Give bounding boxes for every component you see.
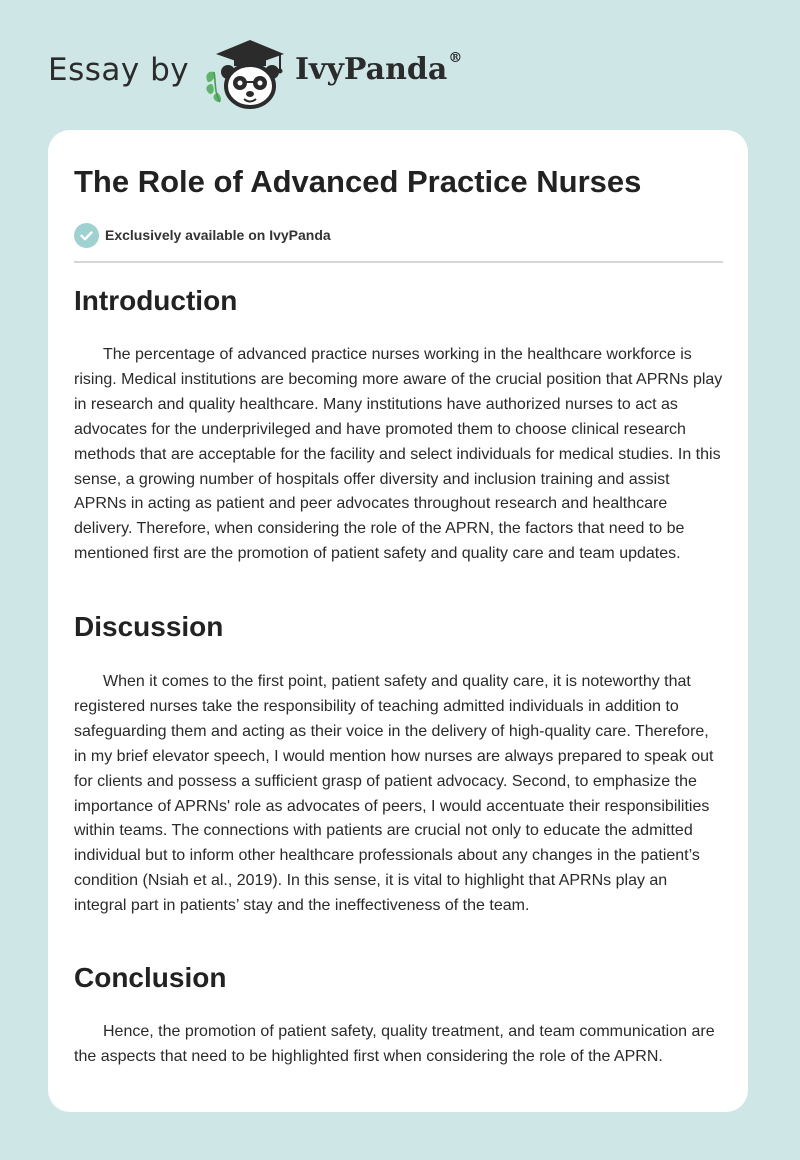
paragraph-discussion: When it comes to the first point, patient safety and quality care, it is noteworthy that registered nurses take the responsibility of teaching admitted individuals in addition to safeguarding them and acting as their voice in the delivery of high-quality care. Therefore, in my brief elevator speech, I would mention how nurses are always prepared to speak out for clients and possess a sufficient grasp of patient advocacy. Second, to emphasize the importance of APRNs' role as advocates of peers, I would accentuate their responsibilities within teams. The connections with patients are crucial not only to educate the admitted individual but to inform other healthcare professionals about any changes in the patient’s condition (Nsiah et al., 2019). In this sense, it is vital to highlight that APRNs play an integral part in patients’ stay and the ineffectiveness of the team. — [74, 673, 714, 915]
exclusive-badge — [74, 222, 331, 248]
exclusive-label: Exclusively available on IvyPanda — [105, 227, 331, 243]
panda-logo-icon[interactable] — [200, 36, 292, 112]
paragraph-conclusion: Hence, the promotion of patient safety, quality treatment, and team communication are the aspects that need to be highlighted first when considering the role of the APRN. — [74, 1023, 715, 1065]
heading-conclusion: Conclusion — [74, 962, 227, 993]
registered-mark: ® — [448, 50, 463, 66]
brand-name[interactable]: IvyPanda® — [295, 50, 463, 87]
heading-discussion: Discussion — [74, 611, 224, 642]
essay-card — [48, 130, 748, 1112]
page-title: The Role of Advanced Practice Nurses — [74, 164, 642, 199]
check-circle-icon — [74, 223, 99, 248]
site-header — [0, 0, 800, 120]
heading-introduction: Introduction — [74, 285, 238, 316]
divider — [74, 261, 723, 263]
paragraph-introduction: The percentage of advanced practice nurses working in the healthcare workforce is rising. Medical institutions are becoming more aware of the crucial position that APRNs play in research and quality healthcare. Many institutions have authorized nurses to act as advocates for the underprivileged and have promoted them to choose clinical research methods that are acceptable for the facility and select individuals for medical studies. In this sense, a growing number of hospitals offer diversity and inclusion training and assist APRNs in acting as patient and peer advocates throughout research and healthcare delivery. Therefore, when considering the role of the APRN, the factors that need to be mentioned first are the promotion of patient safety and quality care and team updates. — [74, 346, 723, 563]
essay-by-label: Essay by — [48, 52, 190, 88]
